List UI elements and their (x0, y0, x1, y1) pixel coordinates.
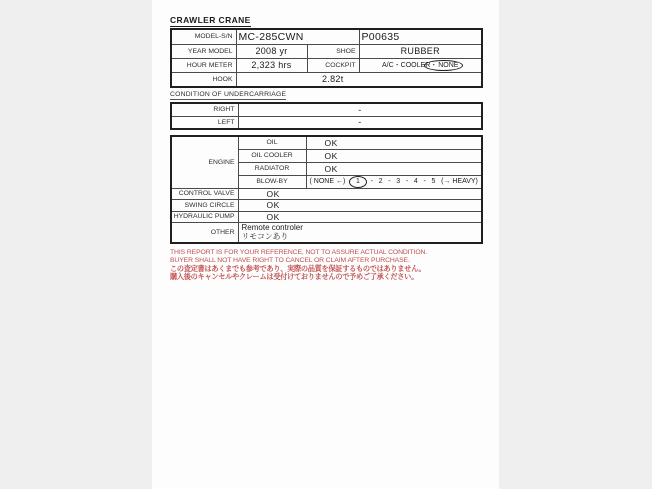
hook-value: 2.82t (236, 72, 482, 87)
undercarriage-table (170, 102, 483, 130)
table-row (171, 44, 482, 58)
disclaimer-line-4-jp: 購入後のキャンセルやクレームは受付けておりませんので予めご了承ください。 (170, 271, 418, 281)
table-row (171, 103, 482, 116)
disclaimer-line-2: BUYER SHALL NOT HAVE RIGHT TO CANCEL OR CLAIM AFTER PURCHASE. (170, 256, 410, 264)
table-row (171, 199, 482, 211)
blowby-none-caption: ( NONE ←) (309, 178, 346, 185)
blowby-level-4: 4 (413, 178, 418, 185)
table-row (171, 222, 482, 243)
cockpit-value (359, 58, 482, 72)
hook-label: HOOK (171, 72, 236, 87)
swing-circle-label: SWING CIRCLE (171, 199, 238, 211)
blowby-scale-row (310, 178, 479, 185)
model-value: MC-285CWN (236, 29, 359, 44)
table-row (171, 72, 482, 87)
engine-oil-cooler-label: OIL COOLER (238, 149, 306, 162)
blowby-level-2: 2 (378, 178, 383, 185)
blowby-separator: - (405, 178, 409, 185)
control-valve-label: CONTROL VALVE (171, 188, 238, 199)
engine-radiator-label: RADIATOR (238, 162, 306, 175)
hydraulic-pump-label: HYDRAULIC PUMP (171, 211, 238, 222)
cockpit-label: COCKPIT (307, 58, 359, 72)
cockpit-value-prefix: A/C・COOLER・ (382, 62, 438, 69)
cockpit-none-circle-mark: NONE (424, 60, 463, 71)
blowby-separator: - (370, 178, 373, 185)
blowby-scale (306, 175, 482, 188)
table-row (171, 136, 482, 149)
right-value: - (238, 103, 482, 116)
serial-value: P00635 (359, 29, 482, 44)
blowby-level-5: 5 (431, 178, 436, 185)
disclaimer-line-1: THIS REPORT IS FOR YOUR REFERENCE, NOT TO ASSURE ACTUAL CONDITION. (170, 249, 428, 256)
year-model-value: 2008 yr (236, 44, 307, 58)
blowby-separator: - (423, 178, 426, 185)
shoe-value: RUBBER (359, 44, 482, 58)
engine-oil-label: OIL (238, 136, 306, 149)
other-value (238, 222, 482, 243)
page-title: CRAWLER CRANE (170, 15, 251, 25)
table-row (171, 211, 482, 222)
year-model-label: YEAR MODEL (171, 44, 236, 58)
left-label: LEFT (171, 116, 238, 129)
blowby-separator: - (388, 178, 391, 185)
other-line-remote-controller: Remote controler (241, 222, 303, 232)
blowby-level-3: 3 (396, 178, 401, 185)
shoe-label: SHOE (307, 44, 359, 58)
document-page (152, 0, 499, 489)
right-label: RIGHT (171, 103, 238, 116)
engine-label: ENGINE (171, 136, 238, 188)
other-line-remocon-jp: リモコンあり (241, 232, 289, 241)
blowby-label: BLOW-BY (238, 175, 306, 188)
table-row (171, 188, 482, 199)
condition-table (170, 135, 483, 244)
hour-meter-value: 2,323 hrs (236, 58, 307, 72)
disclaimer-block (170, 249, 490, 281)
disclaimer-line-3-jp: この査定書はあくまでも参考であり、実際の品質を保証するものではありません。 (170, 263, 426, 273)
engine-oil-value: OK (306, 136, 482, 149)
table-row (171, 58, 482, 72)
hydraulic-pump-value: OK (238, 211, 482, 222)
blowby-heavy-caption: (→ HEAVY) (441, 178, 478, 185)
other-label: OTHER (171, 222, 238, 243)
hour-meter-label: HOUR METER (171, 58, 236, 72)
table-row (171, 29, 482, 44)
left-value: - (238, 116, 482, 129)
spec-table (170, 28, 483, 88)
engine-oil-cooler-value: OK (306, 149, 482, 162)
engine-radiator-value: OK (306, 162, 482, 175)
table-row (171, 116, 482, 129)
undercarriage-section-title: CONDITION OF UNDERCARRIAGE (170, 91, 287, 98)
control-valve-value: OK (238, 188, 482, 199)
swing-circle-value: OK (238, 199, 482, 211)
blowby-level-1-selected-circle-mark: 1 (349, 176, 367, 188)
model-serial-label: MODEL-S/N (171, 29, 236, 44)
